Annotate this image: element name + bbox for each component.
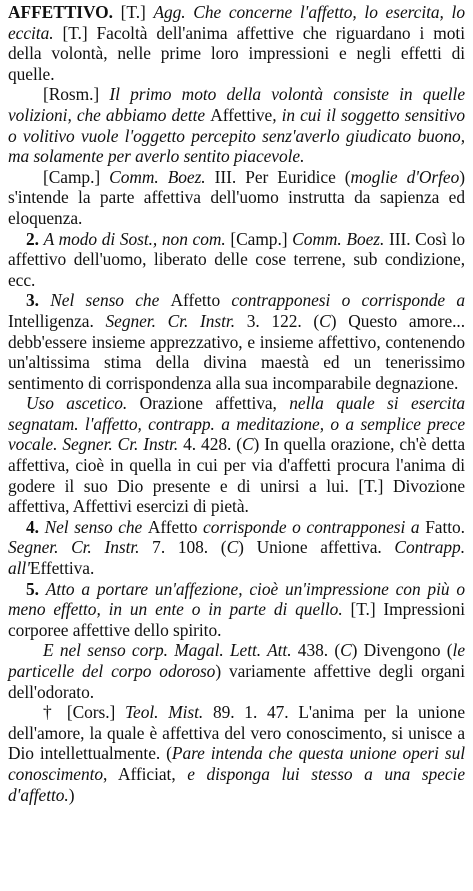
entry-definition [8, 2, 465, 84]
text-run: ) variamente affettive degli organi dell'odorato. [8, 661, 465, 702]
text-run: 3. [26, 290, 51, 311]
text-run: le particelle del corpo odoroso [8, 640, 465, 681]
text-run: [Camp.] [225, 228, 293, 249]
text-run: C [226, 537, 239, 558]
text-run: 7. 108. ( [139, 537, 227, 558]
text-run: , Afficiat, [103, 763, 188, 784]
text-run: 3. 122. ( [235, 310, 320, 331]
text-run: Affetto [147, 516, 204, 537]
text-run: Pare intenda che questa unione operi sul conoscimento [8, 743, 465, 784]
text-run: ) s'intende la parte affettiva dell'uomo instrutta da sapienza ed eloquenza. [8, 166, 465, 228]
text-run: ) Unione affettiva. [238, 537, 395, 558]
sense-4 [8, 517, 465, 579]
text-run: [Camp.] [43, 166, 110, 187]
sense-2 [8, 229, 465, 291]
text-run: Intelligenza. [8, 310, 106, 331]
text-run: contrapponesi o corrisponde a [231, 290, 465, 311]
text-run: Effettiva. [29, 558, 95, 579]
citation-rosmini [8, 84, 465, 166]
text-run: III. Così lo affettivo dell'uomo, liberato delle cose terrene, sub condizione, ecc. [8, 228, 465, 290]
text-run: 89. 1. 47. L'anima per la unione dell'amore, la quale è affettiva del vero conoscimento, si unisce a Dio intellettualmente. ( [8, 702, 465, 764]
text-run: Nel senso che [50, 290, 171, 311]
text-run: Comm. Boez. [292, 228, 385, 249]
text-run: , in cui il soggetto sensitivo o volitivo vuole l'oggetto percepito senz'averlo giudicato buono, ma solamente per averlo sentito piacevole. [8, 104, 466, 167]
text-run: corrisponde o contrapponesi a [203, 516, 426, 537]
corporeal-sense [8, 640, 465, 702]
text-run: 4. [26, 516, 45, 537]
text-run: nella quale si esercita segnatam. l'affetto, contrapp. a meditazione, o a semplice prece vocale. Segner. Cr. Instr. [8, 393, 465, 455]
citation-campanella [8, 167, 465, 229]
text-run: 2. [26, 228, 44, 249]
text-run: E nel senso corp. Magal. Lett. Att. [43, 640, 292, 661]
text-run: C [340, 640, 352, 661]
text-run: C [319, 310, 331, 331]
text-run: Uso ascetico. [26, 393, 128, 414]
text-run: C [241, 434, 254, 455]
text-run: Agg. Che concerne l'affetto, lo esercita, lo eccita. [8, 2, 465, 43]
text-run: 4. 428. ( [178, 434, 242, 455]
text-run: 438. ( [291, 640, 341, 661]
text-run: ) Questo amore... debb'essere insieme apprezzativo, e insieme affettivo, contenendo un'altissima stima della divina maestà ed un tenerissimo sentimento di corrispondenza alla sua incomparabile degnazione. [8, 310, 466, 393]
text-run: AFFETTIVO. [8, 2, 113, 22]
text-run: [T.] [112, 2, 154, 22]
citation-cors [8, 702, 465, 805]
text-run: Comm. Boez. [109, 166, 206, 187]
text-run: Nel senso che [44, 516, 148, 537]
text-run: moglie d'Orfeo [350, 166, 460, 187]
text-run: A modo di Sost., non com. [43, 228, 226, 249]
text-run: e disponga lui stesso a una specie d'affetto. [8, 763, 465, 805]
text-run: Contrapp. all' [8, 537, 465, 579]
text-run: III. Per Euridice ( [205, 166, 351, 187]
text-run: ) Divengono ( [351, 640, 453, 661]
text-run: Il primo moto della volontà consiste in quelle volizioni, che abbiamo dette [8, 84, 465, 125]
text-run: 5. [26, 578, 46, 599]
text-run: [T.] Facoltà dell'anima affettive che riguardano i moti della volontà, nelle prime loro impressioni e negli effetti di quelle. [8, 22, 465, 84]
text-run: Segner. Cr. Instr. [105, 310, 235, 331]
text-run: ) In quella orazione, ch'è detta affettiva, cioè in quella in cui per via d'affetti procura l'anima di godere il suo Dio presente e di unirsi a lui. [T.] Divozione affettiva, Affettivi esercizi di pietà. [8, 434, 465, 517]
text-run: Atto a portare un'affezione, cioè un'impressione con più o meno effetto, in un ente o in parte di quello. [8, 578, 465, 620]
text-run: ) [68, 784, 75, 805]
text-run: Segner. Cr. Instr. [8, 537, 140, 558]
text-run: [Rosm.] [43, 84, 110, 105]
text-run: Orazione affettiva, [127, 393, 290, 414]
sense-5 [8, 579, 465, 641]
text-run: † [Cors.] [43, 702, 126, 723]
text-run: Teol. Mist. [125, 702, 204, 723]
text-run: [T.] Impressioni corporee affettive dello spirito. [8, 599, 465, 640]
text-run: Affettive [210, 104, 273, 125]
text-run: Affetto [170, 290, 232, 311]
text-run: Fatto. [425, 516, 465, 537]
ascetic-usage [8, 393, 465, 517]
sense-3 [8, 290, 465, 393]
